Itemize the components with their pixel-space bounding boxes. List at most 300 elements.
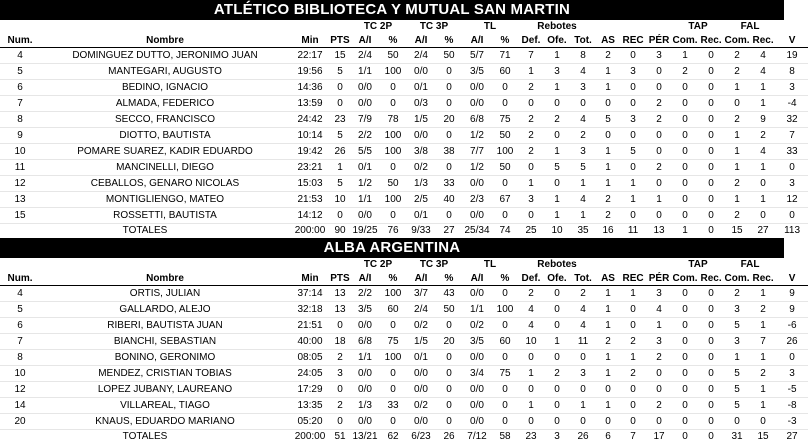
stat-cell: 2 [724, 176, 750, 192]
stat-cell: 0 [436, 128, 462, 144]
column-header: Def. [518, 272, 544, 286]
stat-cell: 7 [0, 96, 40, 112]
stat-cell: 0 [380, 208, 406, 224]
stat-cell: 0/0 [350, 208, 380, 224]
stat-cell: 0 [544, 350, 570, 366]
stat-cell: 0 [698, 80, 724, 96]
column-header: Rec. [698, 34, 724, 48]
stat-cell: 20 [436, 112, 462, 128]
stat-cell: 60 [380, 302, 406, 318]
stat-cell: 10 [0, 366, 40, 382]
totals-cell: 0 [672, 430, 698, 445]
player-row [0, 192, 808, 208]
totals-cell: 90 [330, 224, 350, 239]
stat-cell: 12 [0, 176, 40, 192]
stat-cell: 33 [436, 176, 462, 192]
stat-cell: 10 [0, 144, 40, 160]
stat-cell: 0/0 [350, 382, 380, 398]
stat-cell: 1 [724, 160, 750, 176]
stat-cell: 0 [436, 208, 462, 224]
group-label-tl: TL [483, 259, 497, 270]
totals-row [0, 224, 808, 239]
stat-cell: 0 [698, 334, 724, 350]
column-header: % [436, 272, 462, 286]
stat-cell: 100 [380, 350, 406, 366]
player-row [0, 302, 808, 318]
stat-cell: 0 [544, 96, 570, 112]
stat-cell: 2 [620, 334, 646, 350]
stat-cell: 1 [750, 160, 776, 176]
stat-cell: 1/5 [406, 112, 436, 128]
stat-cell: 2 [544, 112, 570, 128]
column-header: A/I [406, 272, 436, 286]
stat-cell: 0 [330, 80, 350, 96]
stat-cell: 2 [724, 286, 750, 302]
stat-cell: 2 [620, 366, 646, 382]
stat-cell: 10 [330, 192, 350, 208]
stat-cell: 0 [518, 96, 544, 112]
column-header: Com. [672, 35, 698, 46]
stat-cell: 1/2 [350, 176, 380, 192]
stat-cell: 0 [330, 96, 350, 112]
stat-cell: 0 [724, 96, 750, 112]
stat-cell: 1/1 [462, 302, 492, 318]
stat-cell: 100 [380, 144, 406, 160]
stat-cell: 6 [0, 80, 40, 96]
stat-cell: 2 [518, 112, 544, 128]
stat-cell: 14 [0, 398, 40, 414]
stat-cell: 4 [750, 64, 776, 80]
stat-cell: 0 [776, 208, 808, 224]
stat-cell: 0 [570, 414, 596, 430]
stat-cell: 0 [620, 208, 646, 224]
stat-cell: 0 [436, 64, 462, 80]
stat-cell: 2 [596, 48, 620, 64]
totals-cell: 76 [380, 224, 406, 239]
stat-cell: 0 [492, 208, 518, 224]
stat-cell: 7 [518, 48, 544, 64]
stat-cell: 0 [698, 96, 724, 112]
stat-cell: 9 [750, 112, 776, 128]
stat-cell: 5 [724, 398, 750, 414]
totals-cell: 200:00 [290, 224, 330, 239]
stat-cell: 0 [646, 144, 672, 160]
group-label-tl: TL [483, 21, 497, 32]
stat-cell: 0/0 [462, 286, 492, 302]
stat-cell: 3/5 [462, 64, 492, 80]
totals-row [0, 430, 808, 445]
stat-cell: 1 [570, 208, 596, 224]
stat-cell: 1 [724, 350, 750, 366]
stat-cell: 1 [596, 398, 620, 414]
stat-cell: 43 [436, 286, 462, 302]
stat-cell: 2/5 [406, 192, 436, 208]
player-name: BONINO, GERONIMO [40, 350, 290, 366]
stat-cell: 3 [646, 48, 672, 64]
stat-cell: 21:53 [290, 192, 330, 208]
stat-cell: 0 [518, 414, 544, 430]
group-label-tc3p: TC 3P [419, 259, 449, 270]
stat-cell: 3 [518, 192, 544, 208]
stat-cell: 8 [0, 112, 40, 128]
stat-cell: 0 [698, 160, 724, 176]
totals-label: TOTALES [0, 430, 290, 445]
stat-cell: 100 [380, 192, 406, 208]
stat-cell: 2 [596, 208, 620, 224]
player-name: MANTEGARI, AUGUSTO [40, 64, 290, 80]
player-name: BIANCHI, SEBASTIAN [40, 334, 290, 350]
stat-cell: 1 [544, 80, 570, 96]
stat-cell: 100 [380, 286, 406, 302]
stat-cell: 3/4 [462, 366, 492, 382]
stats-table [0, 258, 808, 444]
stat-cell: 4 [518, 318, 544, 334]
stat-cell: 0/0 [462, 176, 492, 192]
stat-cell: 1 [620, 286, 646, 302]
stat-cell: 60 [492, 334, 518, 350]
stat-cell: 0 [492, 176, 518, 192]
stat-cell: 0 [646, 366, 672, 382]
stat-cell: 0 [698, 382, 724, 398]
stat-cell: 1 [750, 80, 776, 96]
stat-cell: 100 [492, 302, 518, 318]
stat-cell: 0 [620, 302, 646, 318]
stat-cell: 1 [620, 176, 646, 192]
stat-cell: 0/0 [350, 318, 380, 334]
stat-cell: 0 [380, 366, 406, 382]
stat-cell: 4 [0, 48, 40, 64]
column-header: Min [290, 34, 330, 48]
stat-cell: 0 [672, 144, 698, 160]
stat-cell: 1 [544, 48, 570, 64]
stat-cell: 0 [672, 160, 698, 176]
stat-cell: 0 [698, 286, 724, 302]
stat-cell: 0 [672, 176, 698, 192]
stat-cell: 0 [698, 302, 724, 318]
stat-cell: 0 [646, 208, 672, 224]
stat-cell: 23:21 [290, 160, 330, 176]
stat-cell: 7 [776, 128, 808, 144]
column-header: Tot. [570, 272, 596, 286]
group-spacer [776, 20, 808, 34]
player-name: MONTIGLIENGO, MATEO [40, 192, 290, 208]
totals-cell: 25/34 [462, 224, 492, 239]
stat-cell: 0 [620, 160, 646, 176]
stat-cell: 1 [596, 160, 620, 176]
stat-cell: 33 [380, 398, 406, 414]
stat-cell: 5/7 [462, 48, 492, 64]
player-row [0, 286, 808, 302]
stat-cell: 33 [776, 144, 808, 160]
stat-cell: 1/2 [462, 160, 492, 176]
player-row [0, 366, 808, 382]
stat-cell: 0 [672, 192, 698, 208]
stat-cell: 3 [776, 366, 808, 382]
stat-cell: 9 [776, 286, 808, 302]
stat-cell: 08:05 [290, 350, 330, 366]
stat-cell: 1 [544, 334, 570, 350]
column-header: Rec. [698, 272, 724, 286]
player-name: MENDEZ, CRISTIAN TOBIAS [40, 366, 290, 382]
column-header: Def. [518, 34, 544, 48]
column-header: Tot. [570, 34, 596, 48]
column-header: Com. [724, 35, 750, 46]
stat-cell: 24:42 [290, 112, 330, 128]
player-name: MANCINELLI, DIEGO [40, 160, 290, 176]
stat-cell: 0 [596, 382, 620, 398]
stat-cell: 4 [570, 64, 596, 80]
player-row [0, 382, 808, 398]
stat-cell: 5 [570, 160, 596, 176]
stat-cell: 1 [544, 192, 570, 208]
stat-cell: 37:14 [290, 286, 330, 302]
stat-cell: 12 [776, 192, 808, 208]
totals-cell: 15 [724, 224, 750, 239]
stat-cell: 23 [330, 112, 350, 128]
stat-cell: 17:29 [290, 382, 330, 398]
stat-cell: -3 [776, 414, 808, 430]
stat-cell: 0 [698, 398, 724, 414]
stat-cell: 0/0 [350, 80, 380, 96]
stat-cell: 8 [570, 48, 596, 64]
stat-cell: 3/7 [406, 286, 436, 302]
stat-cell: 3 [776, 80, 808, 96]
column-header: Min [290, 272, 330, 286]
stat-cell: 40:00 [290, 334, 330, 350]
stat-cell: 0 [620, 96, 646, 112]
stat-cell: 1 [544, 144, 570, 160]
stat-cell: 0 [518, 160, 544, 176]
stat-cell: 3 [646, 334, 672, 350]
stat-cell: 0/0 [406, 64, 436, 80]
stat-cell: 40 [436, 192, 462, 208]
stat-cell: 0/1 [406, 80, 436, 96]
stat-cell: 0 [544, 176, 570, 192]
stat-cell: 10 [518, 334, 544, 350]
stat-cell: 15 [330, 48, 350, 64]
stat-cell: 32 [776, 112, 808, 128]
group-spacer [0, 20, 350, 34]
stat-cell: 0 [492, 350, 518, 366]
column-header: V [776, 272, 808, 286]
stat-cell: 5 [0, 302, 40, 318]
stat-cell: 0 [672, 286, 698, 302]
stat-cell: 50 [380, 176, 406, 192]
stat-cell: 2 [672, 64, 698, 80]
stat-cell: 2 [646, 160, 672, 176]
stat-cell: 1 [544, 208, 570, 224]
stat-cell: 2 [544, 366, 570, 382]
stat-cell: 38 [436, 144, 462, 160]
stat-cell: 0 [620, 398, 646, 414]
stat-cell: 0 [518, 382, 544, 398]
stat-cell: 75 [492, 366, 518, 382]
stat-cell: 0 [698, 318, 724, 334]
stat-cell: 1 [596, 64, 620, 80]
stat-cell: 1/1 [350, 192, 380, 208]
stat-cell: 0 [436, 80, 462, 96]
stat-cell: 0/3 [406, 96, 436, 112]
stat-cell: 1 [570, 176, 596, 192]
stat-cell: 0 [436, 366, 462, 382]
stat-cell: 0/0 [406, 382, 436, 398]
stat-cell: 0 [492, 398, 518, 414]
totals-cell: 17 [646, 430, 672, 445]
stat-cell: 7 [750, 334, 776, 350]
stat-cell: 0 [750, 414, 776, 430]
column-header: % [492, 272, 518, 286]
stat-cell: 0 [646, 382, 672, 398]
stat-cell: 0 [672, 334, 698, 350]
stat-cell: 2/4 [406, 302, 436, 318]
stat-cell: 26 [776, 334, 808, 350]
stat-cell: 0 [672, 318, 698, 334]
totals-cell: 3 [544, 430, 570, 445]
stat-cell: 9 [0, 128, 40, 144]
totals-cell: 27 [776, 430, 808, 445]
column-header: REC [620, 34, 646, 48]
totals-cell: 23 [518, 430, 544, 445]
player-name: ORTIS, JULIAN [40, 286, 290, 302]
stat-cell: 3 [570, 80, 596, 96]
stat-cell: 6 [0, 318, 40, 334]
stat-cell: 0/0 [462, 80, 492, 96]
column-header: Ofe. [544, 272, 570, 286]
stat-cell: 3 [620, 64, 646, 80]
group-spacer [596, 20, 672, 34]
stat-cell: 2 [518, 128, 544, 144]
stat-cell: 0/2 [462, 318, 492, 334]
stat-cell: 7/9 [350, 112, 380, 128]
stat-cell: 2 [646, 398, 672, 414]
stat-cell: 20 [0, 414, 40, 430]
stat-cell: 0 [492, 286, 518, 302]
column-header: PÉR [646, 34, 672, 48]
stat-cell: 1 [672, 48, 698, 64]
stat-cell: 0 [492, 96, 518, 112]
player-name: DOMINGUEZ DUTTO, JERONIMO JUAN [40, 48, 290, 64]
stat-cell: 0 [518, 350, 544, 366]
stat-cell: 5 [724, 382, 750, 398]
stat-cell: 0/0 [462, 382, 492, 398]
stat-cell: 12 [0, 382, 40, 398]
group-label-fal: FAL [740, 259, 760, 270]
group-spacer [596, 258, 672, 272]
stat-cell: 1 [750, 318, 776, 334]
stat-cell: 3 [620, 112, 646, 128]
stat-cell: 8 [0, 350, 40, 366]
stat-cell: 13:59 [290, 96, 330, 112]
stat-cell: 2 [750, 128, 776, 144]
stat-cell: 15:03 [290, 176, 330, 192]
totals-cell: 0 [698, 224, 724, 239]
totals-label: TOTALES [0, 224, 290, 239]
stat-cell: 0 [544, 398, 570, 414]
stat-cell: 0 [544, 286, 570, 302]
stat-cell: 0 [596, 96, 620, 112]
stat-cell: 0/2 [406, 160, 436, 176]
stat-cell: 22:17 [290, 48, 330, 64]
player-row [0, 144, 808, 160]
player-row [0, 334, 808, 350]
stat-cell: 0 [698, 176, 724, 192]
totals-cell: 26 [436, 430, 462, 445]
column-header: Rec. [750, 34, 776, 48]
stat-cell: 0 [672, 128, 698, 144]
player-row [0, 350, 808, 366]
totals-cell: 10 [544, 224, 570, 239]
stat-cell: 2 [724, 112, 750, 128]
stat-cell: 1 [596, 350, 620, 366]
player-name: SECCO, FRANCISCO [40, 112, 290, 128]
stat-cell: 0 [698, 48, 724, 64]
stat-cell: 0/0 [462, 208, 492, 224]
stat-cell: 0/2 [406, 318, 436, 334]
stat-cell: 0 [698, 192, 724, 208]
stat-cell: 11 [570, 334, 596, 350]
stat-cell: 0 [672, 350, 698, 366]
stat-cell: 1 [596, 318, 620, 334]
stat-cell: 2 [570, 128, 596, 144]
stat-cell: 1 [596, 366, 620, 382]
stats-table [0, 20, 808, 238]
player-row [0, 112, 808, 128]
stat-cell: 3/5 [350, 302, 380, 318]
stat-cell: 0 [646, 176, 672, 192]
stat-cell: 14:36 [290, 80, 330, 96]
stat-cell: 7 [0, 334, 40, 350]
stat-cell: 0 [672, 366, 698, 382]
stat-cell: 0 [776, 160, 808, 176]
stat-cell: 1 [750, 350, 776, 366]
stat-cell: 3 [776, 176, 808, 192]
stat-cell: 0 [570, 96, 596, 112]
player-name: LOPEZ JUBANY, LAUREANO [40, 382, 290, 398]
stat-cell: 0/1 [406, 208, 436, 224]
stat-cell: 100 [380, 128, 406, 144]
stat-cell: 1 [596, 286, 620, 302]
stat-cell: 7/7 [462, 144, 492, 160]
player-row [0, 398, 808, 414]
group-label-tc2p: TC 2P [363, 21, 393, 32]
totals-cell: 200:00 [290, 430, 330, 445]
stat-cell: 0 [646, 64, 672, 80]
stat-cell: 4 [570, 318, 596, 334]
column-header: Nombre [40, 272, 290, 286]
stat-cell: 0/1 [350, 160, 380, 176]
stat-cell: 1 [518, 398, 544, 414]
stat-cell: 0 [544, 414, 570, 430]
stat-cell: 0 [380, 80, 406, 96]
stat-cell: 2 [518, 144, 544, 160]
stat-cell: 1 [724, 128, 750, 144]
stat-cell: 0 [380, 382, 406, 398]
player-row [0, 318, 808, 334]
column-header: % [492, 34, 518, 48]
stat-cell: 5 [330, 128, 350, 144]
stat-cell: 32:18 [290, 302, 330, 318]
stat-cell: 0 [672, 208, 698, 224]
stat-cell: 1 [620, 350, 646, 366]
stat-cell: 2 [750, 366, 776, 382]
totals-cell: 113 [776, 224, 808, 239]
stat-cell: 0 [698, 128, 724, 144]
stat-cell: 2 [750, 302, 776, 318]
stat-cell: 1 [646, 192, 672, 208]
stat-cell: 0/0 [462, 398, 492, 414]
stat-cell: 71 [492, 48, 518, 64]
stat-cell: 0 [436, 414, 462, 430]
